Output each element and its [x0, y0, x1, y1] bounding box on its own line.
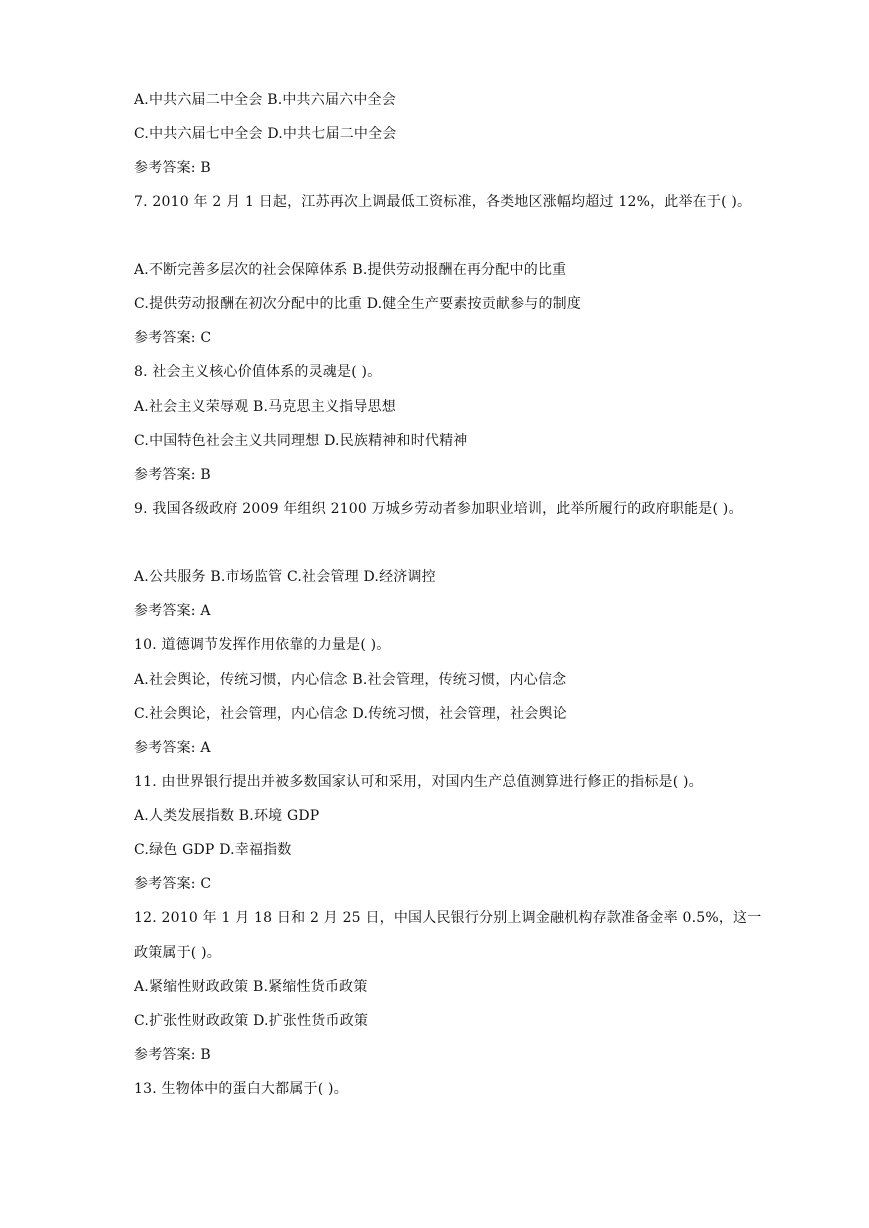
q13-question: 13. 生物体中的蛋白大都属于( )。: [134, 1081, 348, 1097]
q12-question: 12. 2010 年 1 月 18 日和 2 月 25 日，中国人民银行分别上调金融机构存款准备金率 0.5%，这一: [134, 910, 762, 926]
q6-options-ab: A.中共六届二中全会 B.中共六届六中全会: [134, 92, 396, 108]
q7-options-cd: C.提供劳动报酬在初次分配中的比重 D.健全生产要素按贡献参与的制度: [134, 296, 582, 312]
q10-answer: 参考答案: A: [134, 740, 211, 756]
q11-options-ab: A.人类发展指数 B.环境 GDP: [134, 808, 320, 824]
q11-question: 11. 由世界银行提出并被多数国家认可和采用，对国内生产总值测算进行修正的指标是( )。: [134, 774, 703, 790]
q8-options-ab: A.社会主义荣辱观 B.马克思主义指导思想: [134, 399, 396, 415]
q11-options-cd: C.绿色 GDP D.幸福指数: [134, 842, 292, 858]
q12-options-cd: C.扩张性财政政策 D.扩张性货币政策: [134, 1013, 369, 1029]
q9-answer: 参考答案: A: [134, 603, 211, 619]
q8-answer: 参考答案: B: [134, 467, 211, 483]
q12-question-cont: 政策属于( )。: [134, 945, 221, 961]
q12-options-ab: A.紧缩性财政政策 B.紧缩性货币政策: [134, 979, 368, 995]
q8-options-cd: C.中国特色社会主义共同理想 D.民族精神和时代精神: [134, 433, 468, 449]
q10-options-ab: A.社会舆论，传统习惯，内心信念 B.社会管理，传统习惯，内心信念: [134, 672, 567, 688]
q7-answer: 参考答案: C: [134, 330, 212, 346]
q9-options: A.公共服务 B.市场监管 C.社会管理 D.经济调控: [134, 569, 436, 585]
q6-options-cd: C.中共六届七中全会 D.中共七届二中全会: [134, 126, 397, 142]
q12-answer: 参考答案: B: [134, 1047, 211, 1063]
q11-answer: 参考答案: C: [134, 876, 212, 892]
q10-options-cd: C.社会舆论，社会管理，内心信念 D.传统习惯，社会管理，社会舆论: [134, 706, 567, 722]
q7-options-ab: A.不断完善多层次的社会保障体系 B.提供劳动报酬在再分配中的比重: [134, 262, 567, 278]
q10-question: 10. 道德调节发挥作用依靠的力量是( )。: [134, 637, 391, 653]
q7-question: 7. 2010 年 2 月 1 日起，江苏再次上调最低工资标准，各类地区涨幅均超过 12%，此举在于( )。: [134, 194, 752, 210]
q8-question: 8. 社会主义核心价值体系的灵魂是( )。: [134, 364, 382, 380]
q9-question: 9. 我国各级政府 2009 年组织 2100 万城乡劳动者参加职业培训，此举所履行的政府职能是( )。: [134, 501, 743, 517]
q6-answer: 参考答案: B: [134, 160, 211, 176]
